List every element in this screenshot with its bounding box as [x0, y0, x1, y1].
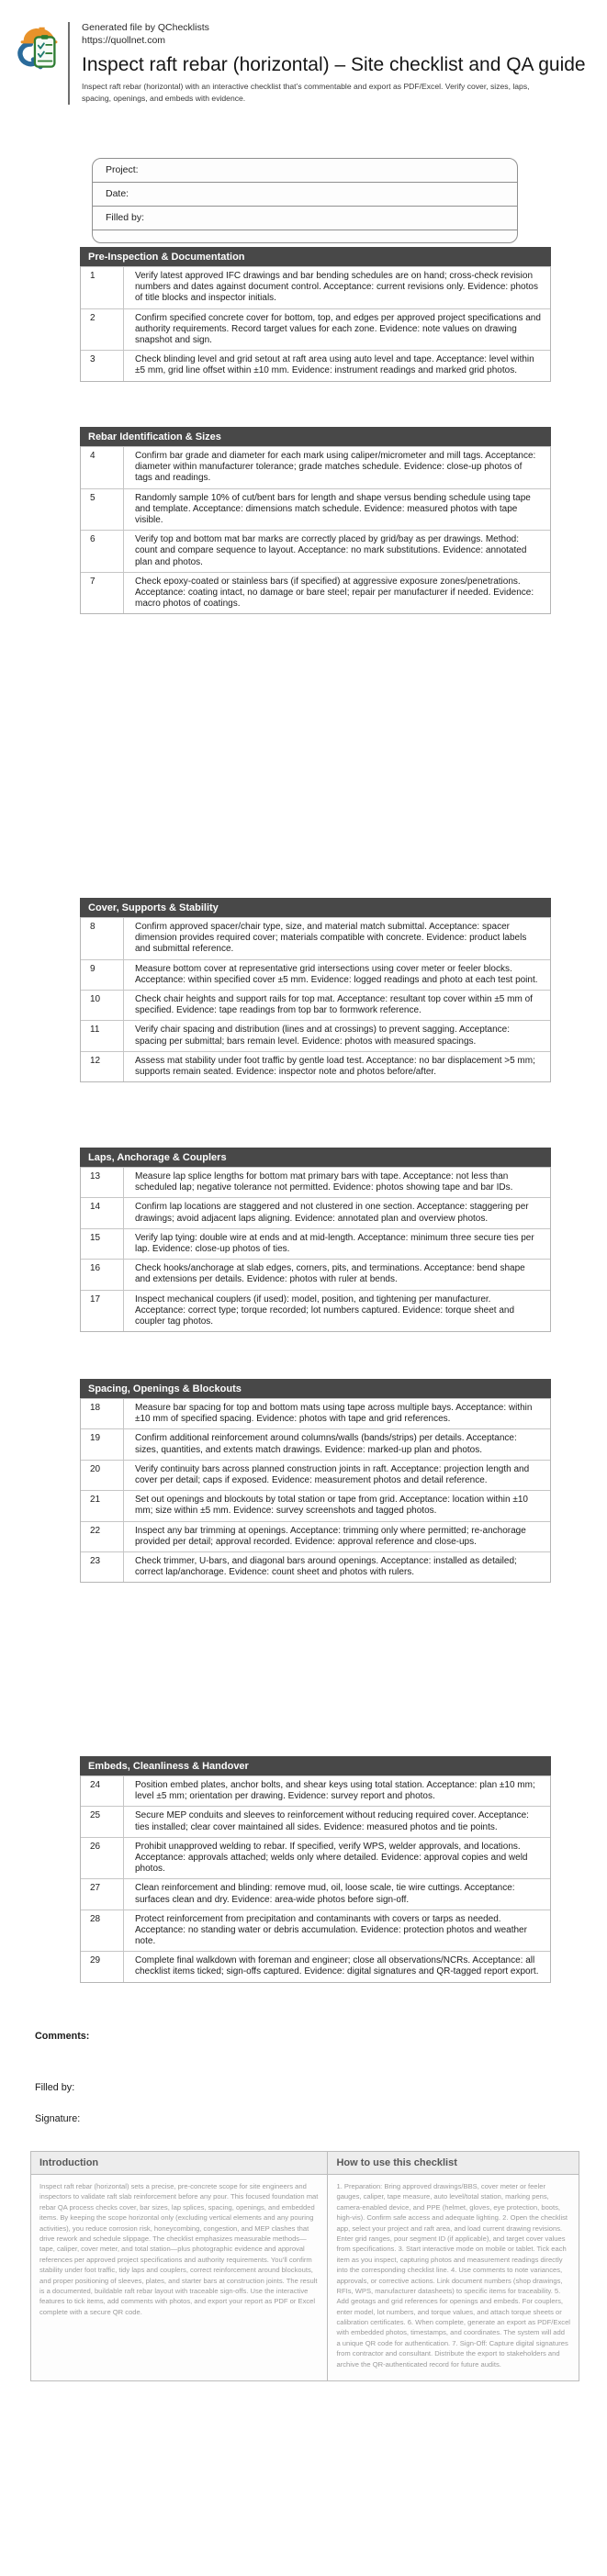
checklist-section — [80, 898, 551, 1082]
row-number: 28 — [81, 1910, 124, 1952]
row-text: Secure MEP conduits and sleeves to reinforcement without reducing required cover. Acceptance: ties installed; clear cover maintained all sides. Evidence: measured photos and tie points. — [135, 1810, 529, 1832]
checklist-row — [81, 1806, 550, 1836]
info-table-body-row — [31, 2175, 579, 2381]
row-text: Inspect any bar trimming at openings. Acceptance: trimming only where permitted; re-anchorage provided per detail; approval recorded. Evidence: approval reference and close-ups. — [135, 1525, 526, 1547]
row-text: Verify lap tying: double wire at ends and at mid-length. Acceptance: minimum three secure ties per lap. Evidence: close-up photos of ties. — [135, 1232, 534, 1254]
row-number: 23 — [81, 1552, 124, 1582]
row-text: Measure bottom cover at representative grid intersections using cover meter or feeler blocks. Acceptance: within specified cover ±5 mm. Evidence: logged readings and photo at each test point. — [135, 963, 538, 985]
checklist-section — [80, 1379, 551, 1583]
row-text: Measure bar spacing for top and bottom mats using tape across multiple bays. Acceptance: within ±10 mm of specified spacing. Evidence: photos with tape and grid references. — [135, 1403, 533, 1425]
row-number: 22 — [81, 1522, 124, 1551]
section-header: Pre-Inspection & Documentation — [80, 247, 551, 266]
row-text: Check epoxy-coated or stainless bars (if specified) at aggressive exposure zones/penetrations. Acceptance: coating intact, no damage or bare steel; repair per manufacturer if needed. Evidence: macro photos of coatings. — [135, 576, 534, 610]
checklist-section — [80, 427, 551, 614]
introduction-heading: Introduction — [31, 2152, 328, 2175]
checklist-row — [81, 1167, 550, 1197]
row-text: Check chair heights and support rails for top mat. Acceptance: resultant top cover within ±5 mm of specified. Evidence: tape readings from top bar to formwork reference. — [135, 993, 533, 1016]
checklist-section — [80, 1756, 551, 1983]
row-number: 13 — [81, 1168, 124, 1197]
row-text: Prohibit unapproved welding to rebar. If specified, verify WPS, welder approvals, and locations. Acceptance: approvals attached; welds only where detailed. Evidence: approval copies and weld photos. — [135, 1841, 528, 1875]
row-number: 16 — [81, 1260, 124, 1289]
row-number: 24 — [81, 1776, 124, 1806]
checklist-row — [81, 266, 550, 308]
row-number: 17 — [81, 1291, 124, 1332]
checklist-row — [81, 1878, 550, 1909]
row-text: Set out openings and blockouts by total station or tape from grid. Acceptance: location within ±10 mm; size within ±5 mm. Evidence: survey screenshots and tagged photos. — [135, 1495, 528, 1517]
row-number: 21 — [81, 1491, 124, 1520]
checklist-row — [81, 959, 550, 990]
checklist-row — [81, 1197, 550, 1227]
checklist-section — [80, 1148, 551, 1332]
row-number: 6 — [81, 531, 124, 572]
checklist-row — [81, 1290, 550, 1332]
checklist-row — [81, 530, 550, 572]
row-text: Clean reinforcement and blinding: remove mud, oil, loose scale, tie wire cuttings. Acceptance: surfaces clean and dry. Evidence: area-wide photos before sign-off. — [135, 1883, 515, 1905]
row-text: Verify latest approved IFC drawings and bar bending schedules are on hand; cross-check revision numbers and dates against document control. Acceptance: current revisions only. Evidence: photos of title blocks and inspector initials. — [135, 271, 538, 304]
row-text: Randomly sample 10% of cut/bent bars for length and shape versus bending schedule using tape and template. Acceptance: dimensions match schedule. Evidence: measured photos with tape visible. — [135, 492, 531, 525]
meta-label-filled-by: Filled by: — [106, 212, 145, 223]
hard-hat-clipboard-logo-icon — [17, 26, 59, 80]
how-to-use-body: 1. Preparation: Bring approved drawings/BBS, cover meter or feeler gauges, caliper, tape measure, auto level/total station, marking pens, camera-enabled device, and PPE (helmet, gloves, eye protection, boots, high-vis). Confirm safe access and adequate lighting. 2. Open the checklist app, select your project and raft area, and load current drawing revisions. Enter grid ranges, pour segment ID (if applicable), and target cover values from specifications. 3. Start interactive mode on mobile or tablet. Tick each item as you inspect, capturing photos and measurement readings directly into the corresponding checklist line. 4. Use comments to note variances, approvals, or corrective actions. Link document numbers (shop drawings, RFIs, WPS, manufacturer datasheets) to specific items for traceability. 5. Add geotags and grid references for openings and embeds. For couplers, enter model, lot numbers, and torque values, and attach torque sheets or calibration certificates. 6. When complete, generate an export as PDF/Excel with embedded photos, timestamps, and coordinates. The system will add a unique QR code for authentication. 7. Sign-Off: Capture digital signatures from contractor and consultant. Distribute the export to stakeholders and archive the QR-authenticated record for future audits. — [336, 2182, 570, 2369]
row-text: Measure lap splice lengths for bottom mat primary bars with tape. Acceptance: not less than scheduled lap; negative tolerance not permitted. Evidence: photos showing tape and bar IDs. — [135, 1171, 513, 1193]
section-header: Cover, Supports & Stability — [80, 898, 551, 917]
row-number: 9 — [81, 960, 124, 990]
meta-row-date[interactable] — [93, 183, 517, 207]
checklist-row — [81, 1259, 550, 1289]
meta-row-project[interactable] — [93, 159, 517, 183]
row-text: Verify continuity bars across planned construction joints in raft. Acceptance: projection length and cover per detail; caps if exposed. Evidence: measurement photos and detail reference. — [135, 1463, 530, 1485]
meta-row-filled-by[interactable] — [93, 207, 517, 230]
row-text: Complete final walkdown with foreman and engineer; close all observations/NCRs. Acceptance: all checklist items ticked; sign-offs captured. Evidence: digital signatures and QR-tagged report export. — [135, 1955, 539, 1977]
meta-box-spacer — [93, 230, 517, 242]
meta-box — [92, 158, 518, 243]
header-text-block — [68, 22, 586, 105]
row-text: Check hooks/anchorage at slab edges, corners, pits, and terminations. Acceptance: bend shape and extensions per details. Evidence: photos with ruler at bends. — [135, 1263, 525, 1285]
checklist-row — [81, 917, 550, 959]
row-number: 5 — [81, 489, 124, 531]
checklist-row — [81, 572, 550, 614]
checklist-row — [81, 1521, 550, 1551]
row-number: 10 — [81, 991, 124, 1020]
row-text: Position embed plates, anchor bolts, and shear keys using total station. Acceptance: plan ±10 mm; level ±5 mm; orientation per drawing. Evidence: survey report and photos. — [135, 1780, 535, 1802]
row-text: Confirm additional reinforcement around columns/walls (bands/strips) per details. Acceptance: sizes, quantities, and extents match drawings. Evidence: marked-up plan and photos. — [135, 1433, 517, 1455]
row-number: 14 — [81, 1198, 124, 1227]
row-number: 7 — [81, 573, 124, 614]
row-number: 18 — [81, 1399, 124, 1428]
row-text: Confirm specified concrete cover for bottom, top, and edges per approved project specifications and authority requirements. Record target values for each zone. Evidence: note values on drawing snapshot and sign. — [135, 312, 541, 345]
checklist-row — [81, 308, 550, 351]
row-number: 26 — [81, 1838, 124, 1879]
row-number: 19 — [81, 1429, 124, 1459]
checklist-row — [81, 446, 550, 488]
row-number: 27 — [81, 1879, 124, 1909]
checklist-row — [81, 350, 550, 380]
checklist-row — [81, 1775, 550, 1806]
generated-by-line: Generated file by QChecklists — [82, 22, 209, 33]
filled-by-label: Filled by: — [35, 2082, 75, 2093]
row-text: Confirm approved spacer/chair type, size, and material match submittal. Acceptance: spacer dimension provides required cover; materials compatible with concrete. Evidence: product labels and submittal reference. — [135, 922, 527, 955]
row-text: Verify top and bottom mat bar marks are correctly placed by grid/bay as per drawings. Method: count and compare sequence to layout. Acceptance: no mark substitutions. Evidence: annotated plan and photos. — [135, 534, 527, 567]
checklist-row — [81, 1460, 550, 1490]
how-to-use-heading: How to use this checklist — [328, 2152, 579, 2175]
row-number: 4 — [81, 447, 124, 488]
info-table-header-row — [31, 2152, 579, 2175]
row-text: Assess mat stability under foot traffic by gentle load test. Acceptance: no bar displacement >5 mm; supports remain seated. Evidence: inspector note and photos before/after. — [135, 1055, 535, 1077]
section-header: Spacing, Openings & Blockouts — [80, 1379, 551, 1398]
checklist-row — [81, 1837, 550, 1879]
row-text: Confirm lap locations are staggered and not clustered in one section. Acceptance: staggering per drawings; avoid adjacent laps aligning. Evidence: annotated plan and overview photos. — [135, 1202, 529, 1224]
page-title: Inspect raft rebar (horizontal) – Site checklist and QA guide — [82, 54, 586, 76]
checklist-row — [81, 488, 550, 531]
comments-label: Comments: — [35, 2031, 90, 2042]
row-text: Protect reinforcement from precipitation and contaminants with covers or tarps as needed. Acceptance: no standing water or debris accumulation. Evidence: protection photos and weather note. — [135, 1913, 527, 1947]
checklist-row — [81, 990, 550, 1020]
row-number: 11 — [81, 1021, 124, 1050]
row-number: 12 — [81, 1052, 124, 1081]
section-header: Embeds, Cleanliness & Handover — [80, 1756, 551, 1775]
row-text: Check trimmer, U-bars, and diagonal bars around openings. Acceptance: installed as detailed; correct lap/anchorage. Evidence: count sheet and photos with rulers. — [135, 1555, 517, 1578]
section-header: Laps, Anchorage & Couplers — [80, 1148, 551, 1167]
page-subtitle: Inspect raft rebar (horizontal) with an interactive checklist that’s commentable and export as PDF/Excel. Verify cover, sizes, laps, spacing, openings, and embeds with evidence. — [82, 82, 530, 104]
signature-label: Signature: — [35, 2113, 81, 2124]
checklist-row — [81, 1398, 550, 1428]
row-number: 2 — [81, 309, 124, 351]
checklist-row — [81, 1490, 550, 1520]
checklist-row — [81, 1951, 550, 1981]
checklist-row — [81, 1051, 550, 1081]
row-number: 20 — [81, 1461, 124, 1490]
info-table — [30, 2151, 579, 2381]
checklist-row — [81, 1228, 550, 1259]
checklist-row — [81, 1428, 550, 1459]
section-header: Rebar Identification & Sizes — [80, 427, 551, 446]
row-text: Confirm bar grade and diameter for each mark using caliper/micrometer and mill tags. Acceptance: diameter within manufacturer tolerance; grade matches schedule. Evidence: close-up photos of tags and readings. — [135, 451, 536, 484]
row-text: Verify chair spacing and distribution (lines and at crossings) to prevent sagging. Acceptance: spacing per submittal; bars remain level. Evidence: photos with measured spacings. — [135, 1025, 511, 1047]
checklist-row — [81, 1551, 550, 1582]
row-number: 1 — [81, 267, 124, 308]
checklist-row — [81, 1020, 550, 1050]
row-number: 29 — [81, 1952, 124, 1981]
row-text: Inspect mechanical couplers (if used): model, position, and tightening per manufacturer. Acceptance: correct type; torque recorded; lot numbers captured. Evidence: torque sheet and coupler tag photos. — [135, 1294, 515, 1327]
site-url-link[interactable]: https://quollnet.com — [82, 34, 166, 46]
introduction-body: Inspect raft rebar (horizontal) sets a precise, pre-concrete scope for site engineers and inspectors to validate raft slab reinforcement before any pour. This focused foundation mat rebar QA process checks cover, bar sizes, lap splices, spacing, openings, and embedded items. By keeping the scope horizontal only (excluding vertical elements and any pouring activities), you reduce corrosion risk, honeycombing, congestion, and MEP clashes that drive rework and schedule slippage. The checklist emphasizes measurable methods—tape, caliper, cover meter, and total station—plus photographic evidence and approval references per approved project specifications and authority requirements. You’ll confirm stability under foot traffic, tidy laps and couplers, correct reinforcement around blockouts, and proper positioning of sleeves, plates, and starter bars at construction joints. The result is a documented, buildable raft rebar layout with traceable sign-offs. Use the interactive features to tick items, add comments with photos, and export your report as PDF or Excel complete with a secure QR code. — [31, 2175, 328, 2381]
meta-label-date: Date: — [106, 188, 129, 199]
document-header — [17, 22, 586, 105]
row-number: 15 — [81, 1229, 124, 1259]
row-number: 8 — [81, 918, 124, 959]
checklist-row — [81, 1910, 550, 1952]
row-number: 3 — [81, 351, 124, 380]
checklist-section — [80, 247, 551, 382]
row-number: 25 — [81, 1807, 124, 1836]
meta-label-project: Project: — [106, 164, 139, 175]
row-text: Check blinding level and grid setout at raft area using auto level and tape. Acceptance: level within ±5 mm, grid line offset within ±10 mm. Evidence: instrument readings and marked grid photos. — [135, 354, 534, 376]
